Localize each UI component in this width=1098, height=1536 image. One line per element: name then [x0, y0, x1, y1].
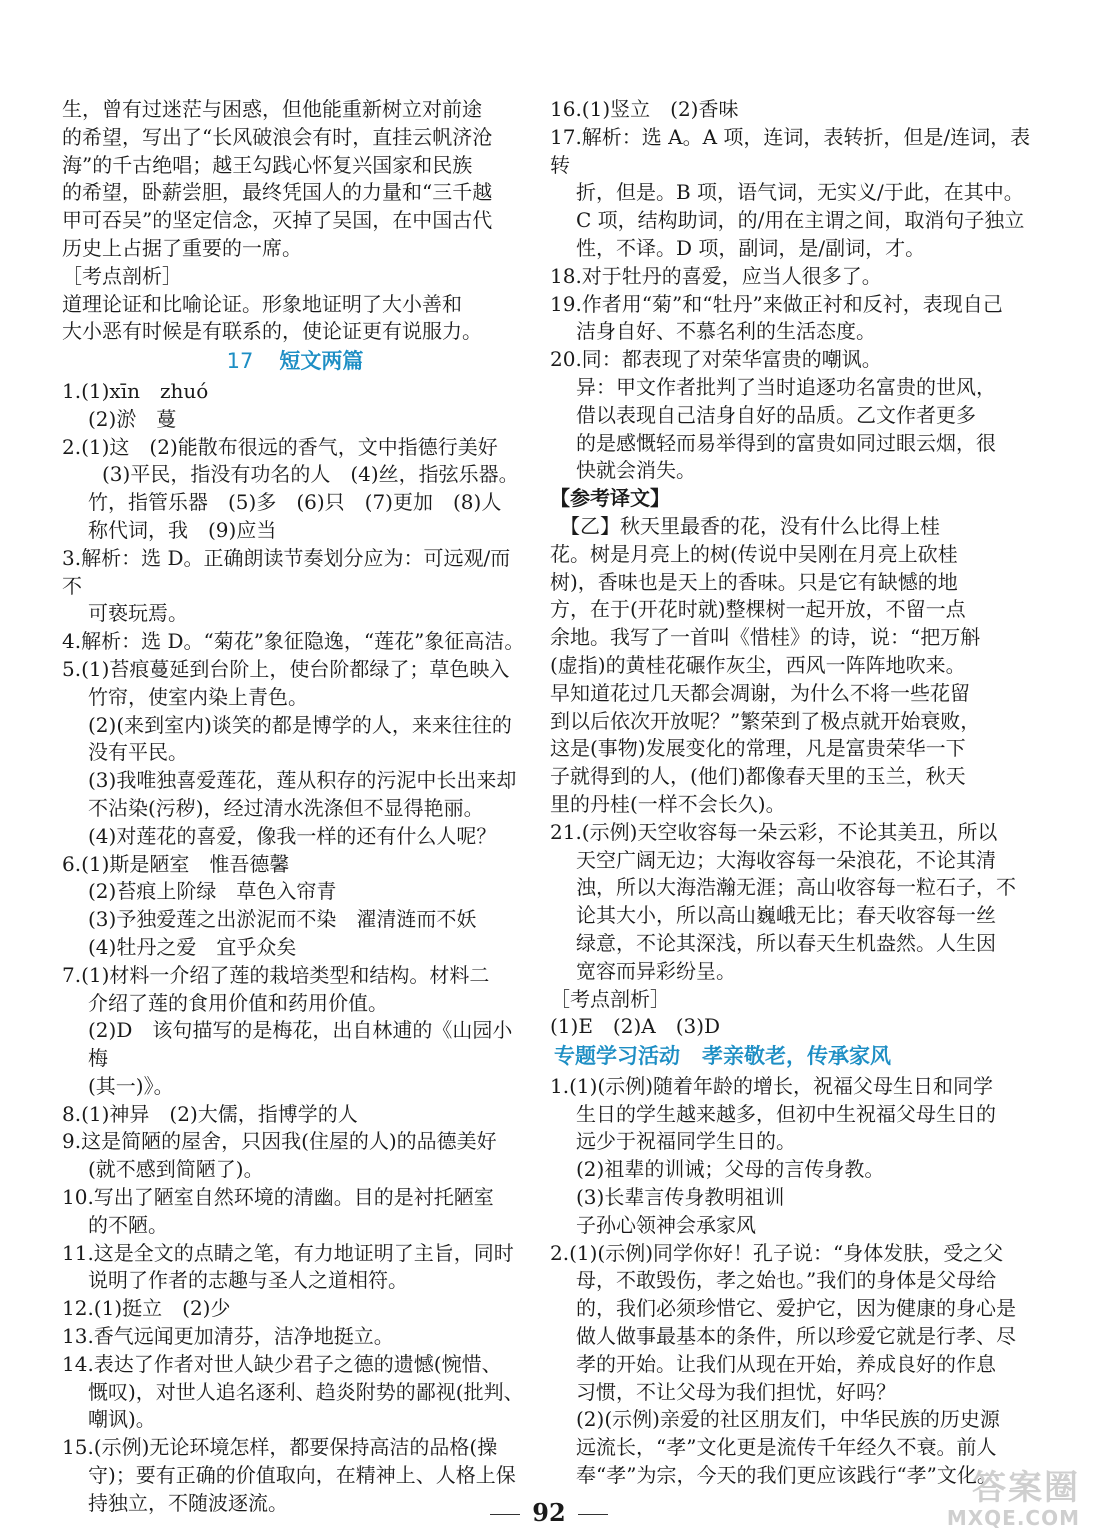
- answer-line: 介绍了莲的食用价值和药用价值。: [88, 990, 388, 1015]
- translation-text: [550, 513, 1034, 819]
- answer-line: 20.同：都表现了对荣华富贵的嘲讽。: [550, 347, 882, 372]
- answer-line: (4)对莲花的喜爱，像我一样的还有什么人呢？: [88, 823, 497, 848]
- answer-line: 竹，指管乐器 (5)多 (6)只 (7)更加 (8)人: [88, 490, 502, 515]
- answer-line: 8.(1)神异 (2)大儒，指博学的人: [62, 1101, 358, 1126]
- answer-line: 的，我们必须珍惜它、爱护它，因为健康的身心是: [576, 1296, 1016, 1321]
- answer-line: (3)予独爱莲之出淤泥而不染 濯清涟而不妖: [88, 907, 477, 932]
- answer-line: 2.(1)(示例)同学你好！孔子说：“身体发肤，受之父: [550, 1240, 1004, 1265]
- text-line: 生，曾有过迷茫与困惑，但他能重新树立对前途: [62, 97, 482, 121]
- answer-line: 4.解析：选 D。“菊花”象征隐逸，“莲花”象征高洁。: [62, 629, 525, 654]
- answer-line: 守)；要有正确的价值取向，在精神上、人格上保: [88, 1463, 516, 1488]
- answer-line: (就不感到简陋了)。: [88, 1157, 264, 1182]
- answer-line: 慨叹)，对世人追名逐利、趋炎附势的鄙视(批判、: [88, 1379, 524, 1404]
- right-answer-list-top: [550, 96, 1034, 485]
- answer-line: 没有平民。: [88, 740, 188, 765]
- answer-line: 生日的学生越来越多，但初中生祝福父母生日的: [576, 1101, 996, 1126]
- answer-line: 宽容而异彩纷呈。: [576, 958, 736, 983]
- answer-line: 孝的开始。让我们从现在开始，养成良好的作息: [576, 1351, 996, 1376]
- answer-line: 7.(1)材料一介绍了莲的栽培类型和结构。材料二: [62, 962, 490, 987]
- page-number-dash-right: [578, 1514, 608, 1515]
- answer-line: 奉“孝”为宗，今天的我们更应该践行“孝”文化。: [576, 1463, 997, 1488]
- text-line: 海”的千古绝唱；越王勾践心怀复兴国家和民族: [62, 152, 473, 177]
- text-line: (虚指)的黄桂花碾作灰尘，西风一阵阵地吹来。: [550, 652, 966, 677]
- answer-line: (2)D 该句描写的是梅花，出自林逋的《山园小梅: [88, 1018, 513, 1071]
- answer-line: 1.(1)(示例)随着年龄的增长，祝福父母生日和同学: [550, 1073, 994, 1098]
- answer-line: 习惯，不让父母为我们担忧，好吗？: [576, 1379, 896, 1404]
- project-answer-list: [550, 1073, 1034, 1490]
- project-title: [550, 1043, 1034, 1071]
- text-line: 道理论证和比喻论证。形象地证明了大小善和: [62, 291, 462, 316]
- text-line: 树)，香味也是天上的香味。只是它有缺憾的地: [550, 569, 958, 594]
- left-answer-list: [62, 378, 528, 1518]
- translation-label: 【参考译文】: [550, 486, 670, 511]
- answer-line: 洁身自好、不慕名利的生活态度。: [576, 319, 876, 344]
- analysis-label-left: ［考点剖析］: [62, 263, 182, 288]
- answer-line: 的不陋。: [88, 1212, 168, 1237]
- answer-line: 持独立，不随波逐流。: [88, 1490, 288, 1515]
- answer-line: 5.(1)苔痕蔓延到台阶上，使台阶都绿了；草色映入: [62, 656, 510, 681]
- project-title-sub: 孝亲敬老，传承家风: [702, 1044, 891, 1069]
- watermark-logo: 答案圈: [972, 1468, 1080, 1508]
- text-line: 这是(事物)发展变化的常理，凡是富贵荣华一下: [550, 736, 966, 761]
- answer-line: 15.(示例)无论环境怎样，都要保持高洁的品格(操: [62, 1435, 498, 1460]
- answer-line: (2)(来到室内)谈笑的都是博学的人，来来往往的: [88, 712, 512, 737]
- answer-line: 17.解析：选 A。A 项，连词，表转折，但是/连词，表转: [550, 124, 1031, 177]
- answer-line: (2)苔痕上阶绿 草色入帘青: [88, 879, 337, 904]
- answer-line: 称代词，我 (9)应当: [88, 517, 277, 542]
- right-column: [550, 96, 1034, 1490]
- answer-line: 绿意，不论其深浅，所以春天生机盎然。人生因: [576, 930, 996, 955]
- answer-line: 嘲讽)。: [88, 1407, 156, 1432]
- answer-line: (2)(示例)亲爱的社区朋友们，中华民族的历史源: [576, 1407, 1000, 1432]
- answer-line: C 项，结构助词，的/用在主谓之间，取消句子独立: [576, 208, 1025, 233]
- answer-line: 母，不敢毁伤，孝之始也。”我们的身体是父母给: [576, 1268, 997, 1293]
- answer-line: (3)平民，指没有功名的人 (4)丝，指弦乐器。: [102, 462, 519, 487]
- answer-line: (4)牡丹之爱 宜乎众矣: [88, 934, 297, 959]
- page-number-dash-left: [490, 1514, 520, 1515]
- left-analysis-text: [62, 291, 528, 347]
- answer-line: (3)我唯独喜爱莲花，莲从积存的污泥中长出来却: [88, 768, 517, 793]
- answer-21: [550, 819, 1034, 986]
- text-line: 甲可吞吴”的坚定信念，灭掉了吴国，在中国古代: [62, 208, 493, 233]
- text-line: 的希望，卧薪尝胆，最终凭国人的力量和“三千越: [62, 180, 493, 205]
- text-line: 的希望，写出了“长风破浪会有时，直挂云帆济沧: [62, 124, 493, 149]
- answer-line: 11.这是全文的点睛之笔，有力地证明了主旨，同时: [62, 1240, 514, 1265]
- answer-line: 13.香气远闻更加清芬，洁净地挺立。: [62, 1324, 394, 1349]
- answer-line: 折，但是。B 项，语气词，无实义/于此，在其中。: [576, 180, 1024, 205]
- answer-line: 16.(1)竖立 (2)香味: [550, 97, 739, 121]
- answer-line: 2.(1)这 (2)能散布很远的香气，文中指德行美好: [62, 434, 498, 459]
- left-column: [62, 96, 528, 1518]
- answer-line: 借以表现自己洁身自好的品质。乙文作者更多: [576, 402, 976, 427]
- answer-line: 的是感慨轻而易举得到的富贵如同过眼云烟，很: [576, 430, 996, 455]
- page-number-text: 92: [532, 1498, 566, 1527]
- answer-line: 性，不译。D 项，副词，是/副词，才。: [576, 235, 926, 260]
- answer-line: (2)祖辈的训诫；父母的言传身教。: [576, 1157, 885, 1182]
- answer-line: 19.作者用“菊”和“牡丹”来做正衬和反衬，表现自己: [550, 291, 1003, 316]
- text-line: 方，在于(开花时就)整棵树一起开放，不留一点: [550, 597, 966, 622]
- answer-line: 远少于祝福同学生日的。: [576, 1129, 796, 1154]
- answer-line: 10.写出了陋室自然环境的清幽。目的是衬托陋室: [62, 1185, 494, 1210]
- left-continued-text: [62, 96, 528, 263]
- project-title-main: 专题学习活动: [554, 1044, 680, 1069]
- answer-line: 3.解析：选 D。正确朗读节奏划分应为：可远观/而不: [62, 545, 511, 598]
- text-line: 早知道花过几天都会凋谢，为什么不将一些花留: [550, 680, 970, 705]
- answer-line: 天空广阔无边；大海收容每一朵浪花，不论其清: [576, 847, 996, 872]
- answer-line: 异：甲文作者批判了当时追逐功名富贵的世风，: [576, 374, 996, 399]
- answer-line: 可亵玩焉。: [88, 601, 188, 626]
- answer-line: 竹帘，使室内染上青色。: [88, 684, 308, 709]
- answer-line: 6.(1)斯是陋室 惟吾德馨: [62, 851, 290, 876]
- section-title-17: [62, 348, 528, 376]
- text-line: 花。树是月亮上的树(传说中吴刚在月亮上砍桂: [550, 541, 958, 566]
- text-line: 大小恶有时候是有联系的，使论证更有说服力。: [62, 319, 482, 344]
- answer-line: 1.(1)xīn zhuó: [62, 378, 209, 403]
- answer-line: 做人做事最基本的条件，所以珍爱它就是行孝、尽: [576, 1324, 1016, 1349]
- answer-line: 18.对于牡丹的喜爱，应当人很多了。: [550, 263, 882, 288]
- watermark-url: MXQE.COM: [946, 1506, 1080, 1530]
- answer-line: 子孙心领神会承家风: [576, 1212, 756, 1237]
- section-number: 17: [226, 349, 254, 374]
- analysis-label-right: ［考点剖析］: [550, 986, 670, 1011]
- answer-line: 远流长，“孝”文化更是流传千年经久不衰。前人: [576, 1435, 997, 1460]
- text-line: 余地。我写了一首叫《惜桂》的诗，说：“把万斛: [550, 625, 981, 650]
- answer-line: 说明了作者的志趣与圣人之道相符。: [88, 1268, 408, 1293]
- answer-line: (3)长辈言传身教明祖训: [576, 1185, 785, 1210]
- watermark: [916, 1460, 1086, 1530]
- answer-line: 论其大小，所以高山巍峨无比；春天收容每一丝: [576, 903, 996, 928]
- section-title-text: 短文两篇: [279, 349, 364, 374]
- answer-line: 快就会消失。: [576, 458, 696, 483]
- answer-line: 14.表达了作者对世人缺少君子之德的遗憾(惋惜、: [62, 1351, 502, 1376]
- answer-line: 21.(示例)天空收容每一朵云彩，不论其美丑，所以: [550, 819, 998, 844]
- text-line: 到以后依次开放呢？”繁荣到了极点就开始衰败，: [550, 708, 981, 733]
- answer-line: 不沾染(污秽)，经过清水洗涤但不显得艳丽。: [88, 795, 484, 820]
- answer-line: (2)淤 蔓: [88, 406, 177, 431]
- answer-line: 9.这是简陋的屋舍，只因我(住屋的人)的品德美好: [62, 1129, 497, 1154]
- answer-line: 12.(1)挺立 (2)少: [62, 1296, 231, 1321]
- analysis-answers-right: (1)E (2)A (3)D: [550, 1014, 721, 1039]
- text-line: 历史上占据了重要的一席。: [62, 235, 302, 260]
- text-line: 【乙】秋天里最香的花，没有什么比得上桂: [550, 513, 940, 538]
- text-line: 里的丹桂(一样不会长久)。: [550, 791, 786, 816]
- text-line: 子就得到的人，(他们)都像春天里的玉兰，秋天: [550, 764, 966, 789]
- answer-line: 浊，所以大海浩瀚无涯；高山收容每一粒石子，不: [576, 875, 1016, 900]
- answer-line: (其一)》。: [88, 1073, 174, 1098]
